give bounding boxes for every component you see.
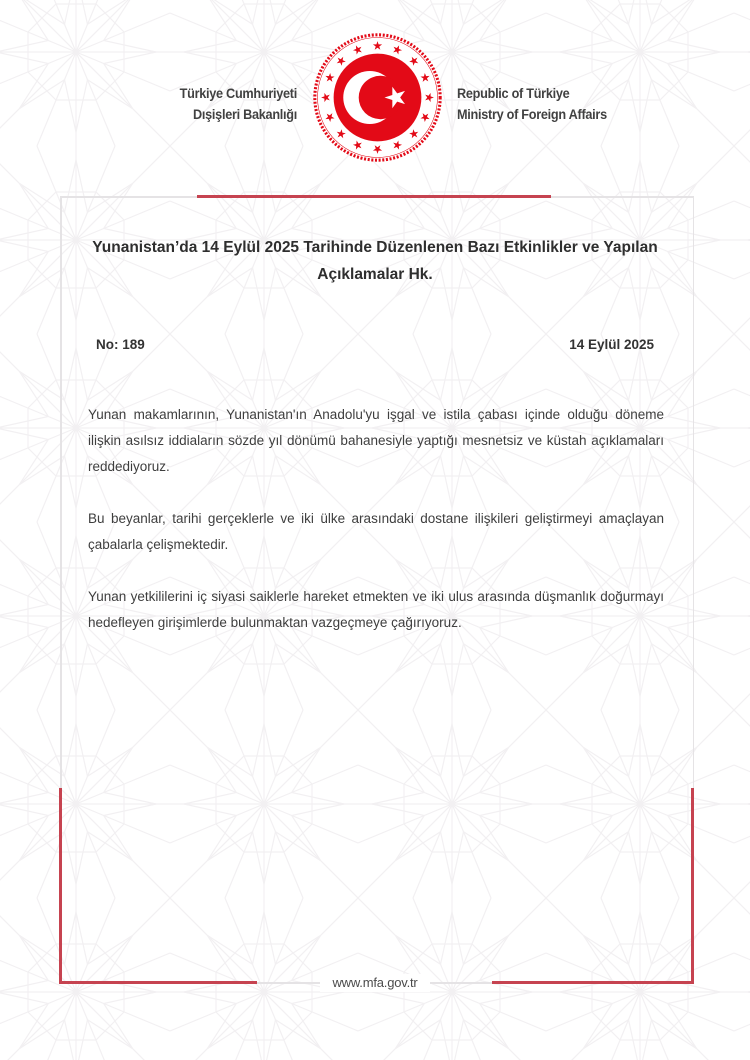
frame-left-gray [60,196,62,788]
frame-right-red [691,788,694,984]
document-number: No: 189 [96,337,145,352]
letterhead-english-name [457,84,607,125]
frame-top-gray-right [551,196,694,198]
frame-top-gray-left [60,196,197,198]
footer-website-url: www.mfa.gov.tr [320,974,429,992]
frame-right-gray [693,196,695,788]
letterhead-turkish-name [74,84,297,125]
paragraph-1: Yunan makamlarının, Yunanistan'ın Anadolu'yu işgal ve istila çabası içinde olduğu döneme ilişkin asılsız iddiaların sözde yıl dönümü bahanesiyle yaptığı mesnetsiz ve küstah açıklamaları reddediyoruz. [88,407,664,474]
document-meta-row [96,337,654,352]
letterhead-english-line1: Republic of Türkiye [457,86,570,101]
letterhead-english-line2: Ministry of Foreign Affairs [457,106,607,122]
paragraph-2: Bu beyanlar, tarihi gerçeklerle ve iki ülke arasındaki dostane ilişkileri geliştirmeyi amaçlayan çabalarla çelişmektedir. [88,511,664,552]
document-date: 14 Eylül 2025 [569,337,654,352]
press-release-title: Yunanistan’da 14 Eylül 2025 Tarihinde Düzenlenen Bazı Etkinlikler ve Yapılan Açıklamalar Hk. [92,239,658,283]
letterhead-turkish-line1: Türkiye Cumhuriyeti [179,86,297,101]
turkish-mfa-emblem-icon [310,30,445,165]
letterhead-turkish-line2: Dışişleri Bakanlığı [193,106,297,122]
paragraph-3: Yunan yetkililerini iç siyasi saiklerle hareket etmekten ve iki ulus arasında düşmanlık doğurmayı hedefleyen girişimlerde bulunmaktan vazgeçmeye çağırıyoruz. [88,589,664,630]
frame-top-red [197,195,551,198]
footer-website-row [0,974,750,992]
press-release-body [88,402,664,662]
frame-left-red [59,788,62,984]
